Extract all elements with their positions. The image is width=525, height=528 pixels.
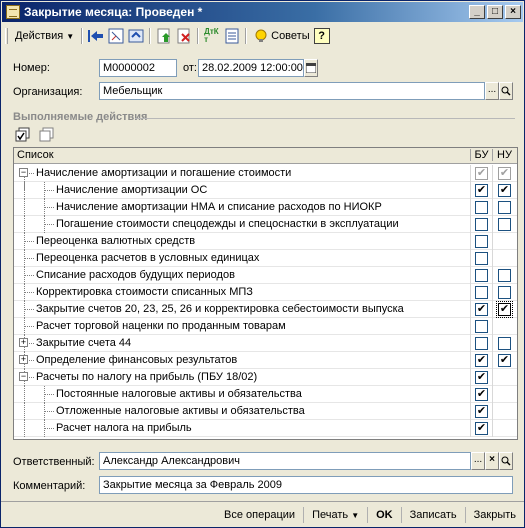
column-divider xyxy=(492,301,493,318)
nu-checkbox[interactable]: ✔ xyxy=(499,354,510,366)
refresh-button[interactable] xyxy=(126,26,146,46)
tree-line xyxy=(44,224,54,225)
maximize-button[interactable]: □ xyxy=(487,5,503,19)
tree-line xyxy=(24,403,25,420)
column-header-bu[interactable]: БУ xyxy=(470,149,492,161)
tree-line xyxy=(24,284,25,301)
number-input[interactable]: М0000002 xyxy=(99,59,177,77)
responsible-label: Ответственный: xyxy=(13,456,95,468)
action-row-label: Начисление амортизации НМА и списание расходов по НИОКР xyxy=(56,201,382,213)
close-window-button[interactable]: × xyxy=(505,5,521,19)
post-document-icon xyxy=(156,28,172,44)
action-row[interactable] xyxy=(14,386,517,403)
bu-checkbox[interactable]: ✔ xyxy=(476,388,487,400)
tree-line xyxy=(24,386,25,403)
action-row-label: Определение финансовых результатов xyxy=(36,354,238,366)
number-label: Номер: xyxy=(13,62,50,74)
toolbar xyxy=(5,25,522,47)
organization-select-button[interactable]: ... xyxy=(485,82,499,100)
close-button[interactable]: Закрыть xyxy=(473,508,516,521)
bu-checkbox[interactable]: ✔ xyxy=(476,371,487,383)
nu-checkbox[interactable] xyxy=(498,286,511,299)
report-icon xyxy=(225,28,239,44)
responsible-open-button[interactable] xyxy=(499,452,513,470)
actions-grid[interactable] xyxy=(13,147,518,440)
action-row-label: Переоценка расчетов в условных единицах xyxy=(36,252,260,264)
check-all-button[interactable] xyxy=(15,127,31,146)
document-icon xyxy=(6,5,20,19)
bu-checkbox[interactable]: ✔ xyxy=(476,405,487,417)
action-row[interactable] xyxy=(14,199,517,216)
column-divider xyxy=(492,403,493,420)
nu-checkbox[interactable] xyxy=(498,218,511,231)
tree-line xyxy=(24,275,34,276)
uncheck-all-icon xyxy=(39,127,55,143)
column-divider xyxy=(470,284,471,301)
column-header-nu[interactable]: НУ xyxy=(492,149,516,161)
column-divider xyxy=(492,182,493,199)
organization-open-button[interactable] xyxy=(499,82,513,100)
bu-checkbox[interactable]: ✔ xyxy=(476,354,487,366)
from-label: от: xyxy=(183,62,197,74)
nu-checkbox[interactable]: ✔ xyxy=(499,303,510,315)
action-row-label: Переоценка валютных средств xyxy=(36,235,196,247)
column-divider xyxy=(470,165,471,182)
column-divider xyxy=(470,420,471,437)
bu-checkbox[interactable] xyxy=(475,252,488,265)
advice-button[interactable] xyxy=(250,27,313,45)
bu-checkbox[interactable] xyxy=(475,337,488,350)
action-row-label: Начисление амортизации ОС xyxy=(56,184,208,196)
toolbar-separator xyxy=(197,28,199,44)
expand-icon[interactable]: + xyxy=(20,337,27,347)
bu-checkbox[interactable] xyxy=(475,201,488,214)
action-row-label: Расчет налога на прибыль xyxy=(56,422,192,434)
structure-icon xyxy=(108,28,124,44)
tree-line xyxy=(44,428,54,429)
comment-label: Комментарий: xyxy=(13,480,86,492)
action-row[interactable] xyxy=(14,233,517,250)
column-divider xyxy=(492,165,493,182)
dropdown-arrow-icon: ▼ xyxy=(351,510,360,520)
organization-input[interactable]: Мебельщик xyxy=(99,82,485,100)
responsible-clear-button[interactable]: × xyxy=(485,452,499,470)
nu-checkbox: ✔ xyxy=(499,167,510,179)
action-row[interactable] xyxy=(14,301,517,318)
bu-checkbox[interactable] xyxy=(475,286,488,299)
unpost-button[interactable] xyxy=(174,26,194,46)
column-divider xyxy=(470,199,471,216)
action-row-label: Списание расходов будущих периодов xyxy=(36,269,235,281)
action-row-label: Расчет торговой наценки по проданным товарам xyxy=(36,320,286,332)
column-divider xyxy=(492,250,493,267)
calendar-icon xyxy=(306,63,316,73)
column-divider xyxy=(492,386,493,403)
bu-checkbox[interactable]: ✔ xyxy=(476,184,487,196)
column-header-list[interactable]: Список xyxy=(17,149,54,161)
calendar-button[interactable] xyxy=(304,59,318,77)
column-divider xyxy=(492,420,493,437)
uncheck-all-button[interactable] xyxy=(39,127,55,146)
print-menu-button[interactable] xyxy=(304,505,367,525)
help-button[interactable]: ? xyxy=(314,28,330,44)
section-title: Выполняемые действия xyxy=(13,111,148,123)
check-all-icon xyxy=(15,127,31,143)
action-row-label: Корректировка стоимости списанных МПЗ xyxy=(36,286,253,298)
collapse-icon[interactable]: − xyxy=(20,167,27,177)
action-row-label: Погашение стоимости спецодежды и спецоснастки в эксплуатации xyxy=(56,218,399,230)
unpost-document-icon xyxy=(176,28,192,44)
toolbar-grip[interactable] xyxy=(5,28,8,44)
nu-checkbox[interactable] xyxy=(498,269,511,282)
ok-button[interactable]: OK xyxy=(376,508,393,521)
action-row[interactable] xyxy=(14,267,517,284)
collapse-icon[interactable]: − xyxy=(20,371,27,381)
organization-label: Организация: xyxy=(13,86,83,98)
action-row[interactable] xyxy=(14,403,517,420)
action-row-label: Отложенные налоговые активы и обязательства xyxy=(56,405,305,417)
lightbulb-icon xyxy=(254,29,268,43)
column-divider xyxy=(470,386,471,403)
dropdown-arrow-icon: ▼ xyxy=(66,31,75,41)
bu-checkbox[interactable] xyxy=(475,235,488,248)
window-title: Закрытие месяца: Проведен * xyxy=(24,5,203,19)
nu-checkbox[interactable] xyxy=(498,337,511,350)
dt-kt-icon: ДтКт xyxy=(204,27,219,44)
action-row-label: Закрытие счетов 20, 23, 25, 26 и корректировка себестоимости выпуска xyxy=(36,303,404,315)
tree-line xyxy=(24,301,25,318)
tree-line xyxy=(24,250,25,267)
all-operations-button[interactable]: Все операции xyxy=(224,508,296,521)
column-divider xyxy=(492,335,493,352)
column-divider xyxy=(470,182,471,199)
bu-checkbox[interactable]: ✔ xyxy=(476,422,487,434)
action-row[interactable] xyxy=(14,369,517,386)
toolbar-separator xyxy=(81,28,83,44)
bu-checkbox: ✔ xyxy=(476,167,487,179)
title-bar[interactable] xyxy=(2,2,523,22)
tree-line xyxy=(24,326,34,327)
responsible-select-button[interactable]: ... xyxy=(471,452,485,470)
column-divider xyxy=(470,250,471,267)
column-divider xyxy=(470,267,471,284)
move-left-button[interactable] xyxy=(86,26,106,46)
tree-line xyxy=(44,394,54,395)
action-row-label: Начисление амортизации и погашение стоимости xyxy=(36,167,292,179)
column-divider xyxy=(492,369,493,386)
toolbar-separator xyxy=(245,28,247,44)
action-row[interactable] xyxy=(14,335,517,352)
dt-kt-button[interactable] xyxy=(202,26,222,46)
magnifier-icon xyxy=(501,456,511,466)
bu-checkbox[interactable] xyxy=(475,218,488,231)
section-divider xyxy=(135,118,515,119)
column-divider xyxy=(492,216,493,233)
tree-line xyxy=(24,182,25,199)
structure-button[interactable] xyxy=(106,26,126,46)
post-button[interactable] xyxy=(154,26,174,46)
action-row[interactable] xyxy=(14,318,517,335)
tree-line xyxy=(24,292,34,293)
column-divider xyxy=(492,318,493,335)
column-divider xyxy=(470,233,471,250)
action-row[interactable] xyxy=(14,420,517,437)
action-row[interactable] xyxy=(14,250,517,267)
nu-checkbox[interactable]: ✔ xyxy=(499,184,510,196)
expand-icon[interactable]: + xyxy=(20,354,27,364)
date-input[interactable]: 28.02.2009 12:00:00 xyxy=(198,59,304,77)
column-divider xyxy=(470,318,471,335)
bu-checkbox[interactable]: ✔ xyxy=(476,303,487,315)
tree-line xyxy=(24,199,25,216)
column-divider xyxy=(470,216,471,233)
grid-header xyxy=(14,148,517,164)
action-row[interactable] xyxy=(14,165,517,182)
bu-checkbox[interactable] xyxy=(475,269,488,282)
tree-line xyxy=(24,216,25,233)
tree-line xyxy=(24,233,25,250)
tree-line xyxy=(24,318,25,335)
action-row-label: Закрытие счета 44 xyxy=(36,337,132,349)
column-divider xyxy=(492,199,493,216)
minimize-button[interactable]: _ xyxy=(469,5,485,19)
save-button[interactable]: Записать xyxy=(409,508,457,521)
action-row[interactable] xyxy=(14,182,517,199)
magnifier-icon xyxy=(501,86,511,96)
tree-line xyxy=(24,241,34,242)
action-row-label: Расчеты по налогу на прибыль (ПБУ 18/02) xyxy=(36,371,258,383)
arrow-left-icon xyxy=(88,29,104,43)
tree-line xyxy=(24,420,25,437)
action-row[interactable] xyxy=(14,352,517,369)
actions-label: Действия xyxy=(15,30,64,42)
tree-line xyxy=(44,190,54,191)
advice-label: Советы xyxy=(271,30,310,42)
action-row[interactable] xyxy=(14,284,517,301)
action-row[interactable] xyxy=(14,216,517,233)
refresh-icon xyxy=(128,28,144,44)
print-label: Печать xyxy=(312,508,349,521)
nu-checkbox[interactable] xyxy=(498,201,511,214)
column-divider xyxy=(470,352,471,369)
column-divider xyxy=(492,352,493,369)
bu-checkbox[interactable] xyxy=(475,320,488,333)
report-button[interactable] xyxy=(222,26,242,46)
column-divider xyxy=(470,403,471,420)
comment-input[interactable]: Закрытие месяца за Февраль 2009 xyxy=(99,476,513,494)
tree-line xyxy=(24,267,25,284)
column-divider xyxy=(470,335,471,352)
responsible-input[interactable]: Александр Александрович xyxy=(99,452,471,470)
footer-bar xyxy=(1,501,524,527)
column-divider xyxy=(492,284,493,301)
column-divider xyxy=(492,233,493,250)
tree-line xyxy=(44,207,54,208)
actions-menu-button[interactable] xyxy=(11,28,78,44)
toolbar-separator xyxy=(149,28,151,44)
tree-line xyxy=(24,309,34,310)
action-row-label: Постоянные налоговые активы и обязательства xyxy=(56,388,302,400)
tree-line xyxy=(24,258,34,259)
tree-line xyxy=(44,411,54,412)
column-divider xyxy=(470,369,471,386)
column-divider xyxy=(492,267,493,284)
column-divider xyxy=(470,301,471,318)
